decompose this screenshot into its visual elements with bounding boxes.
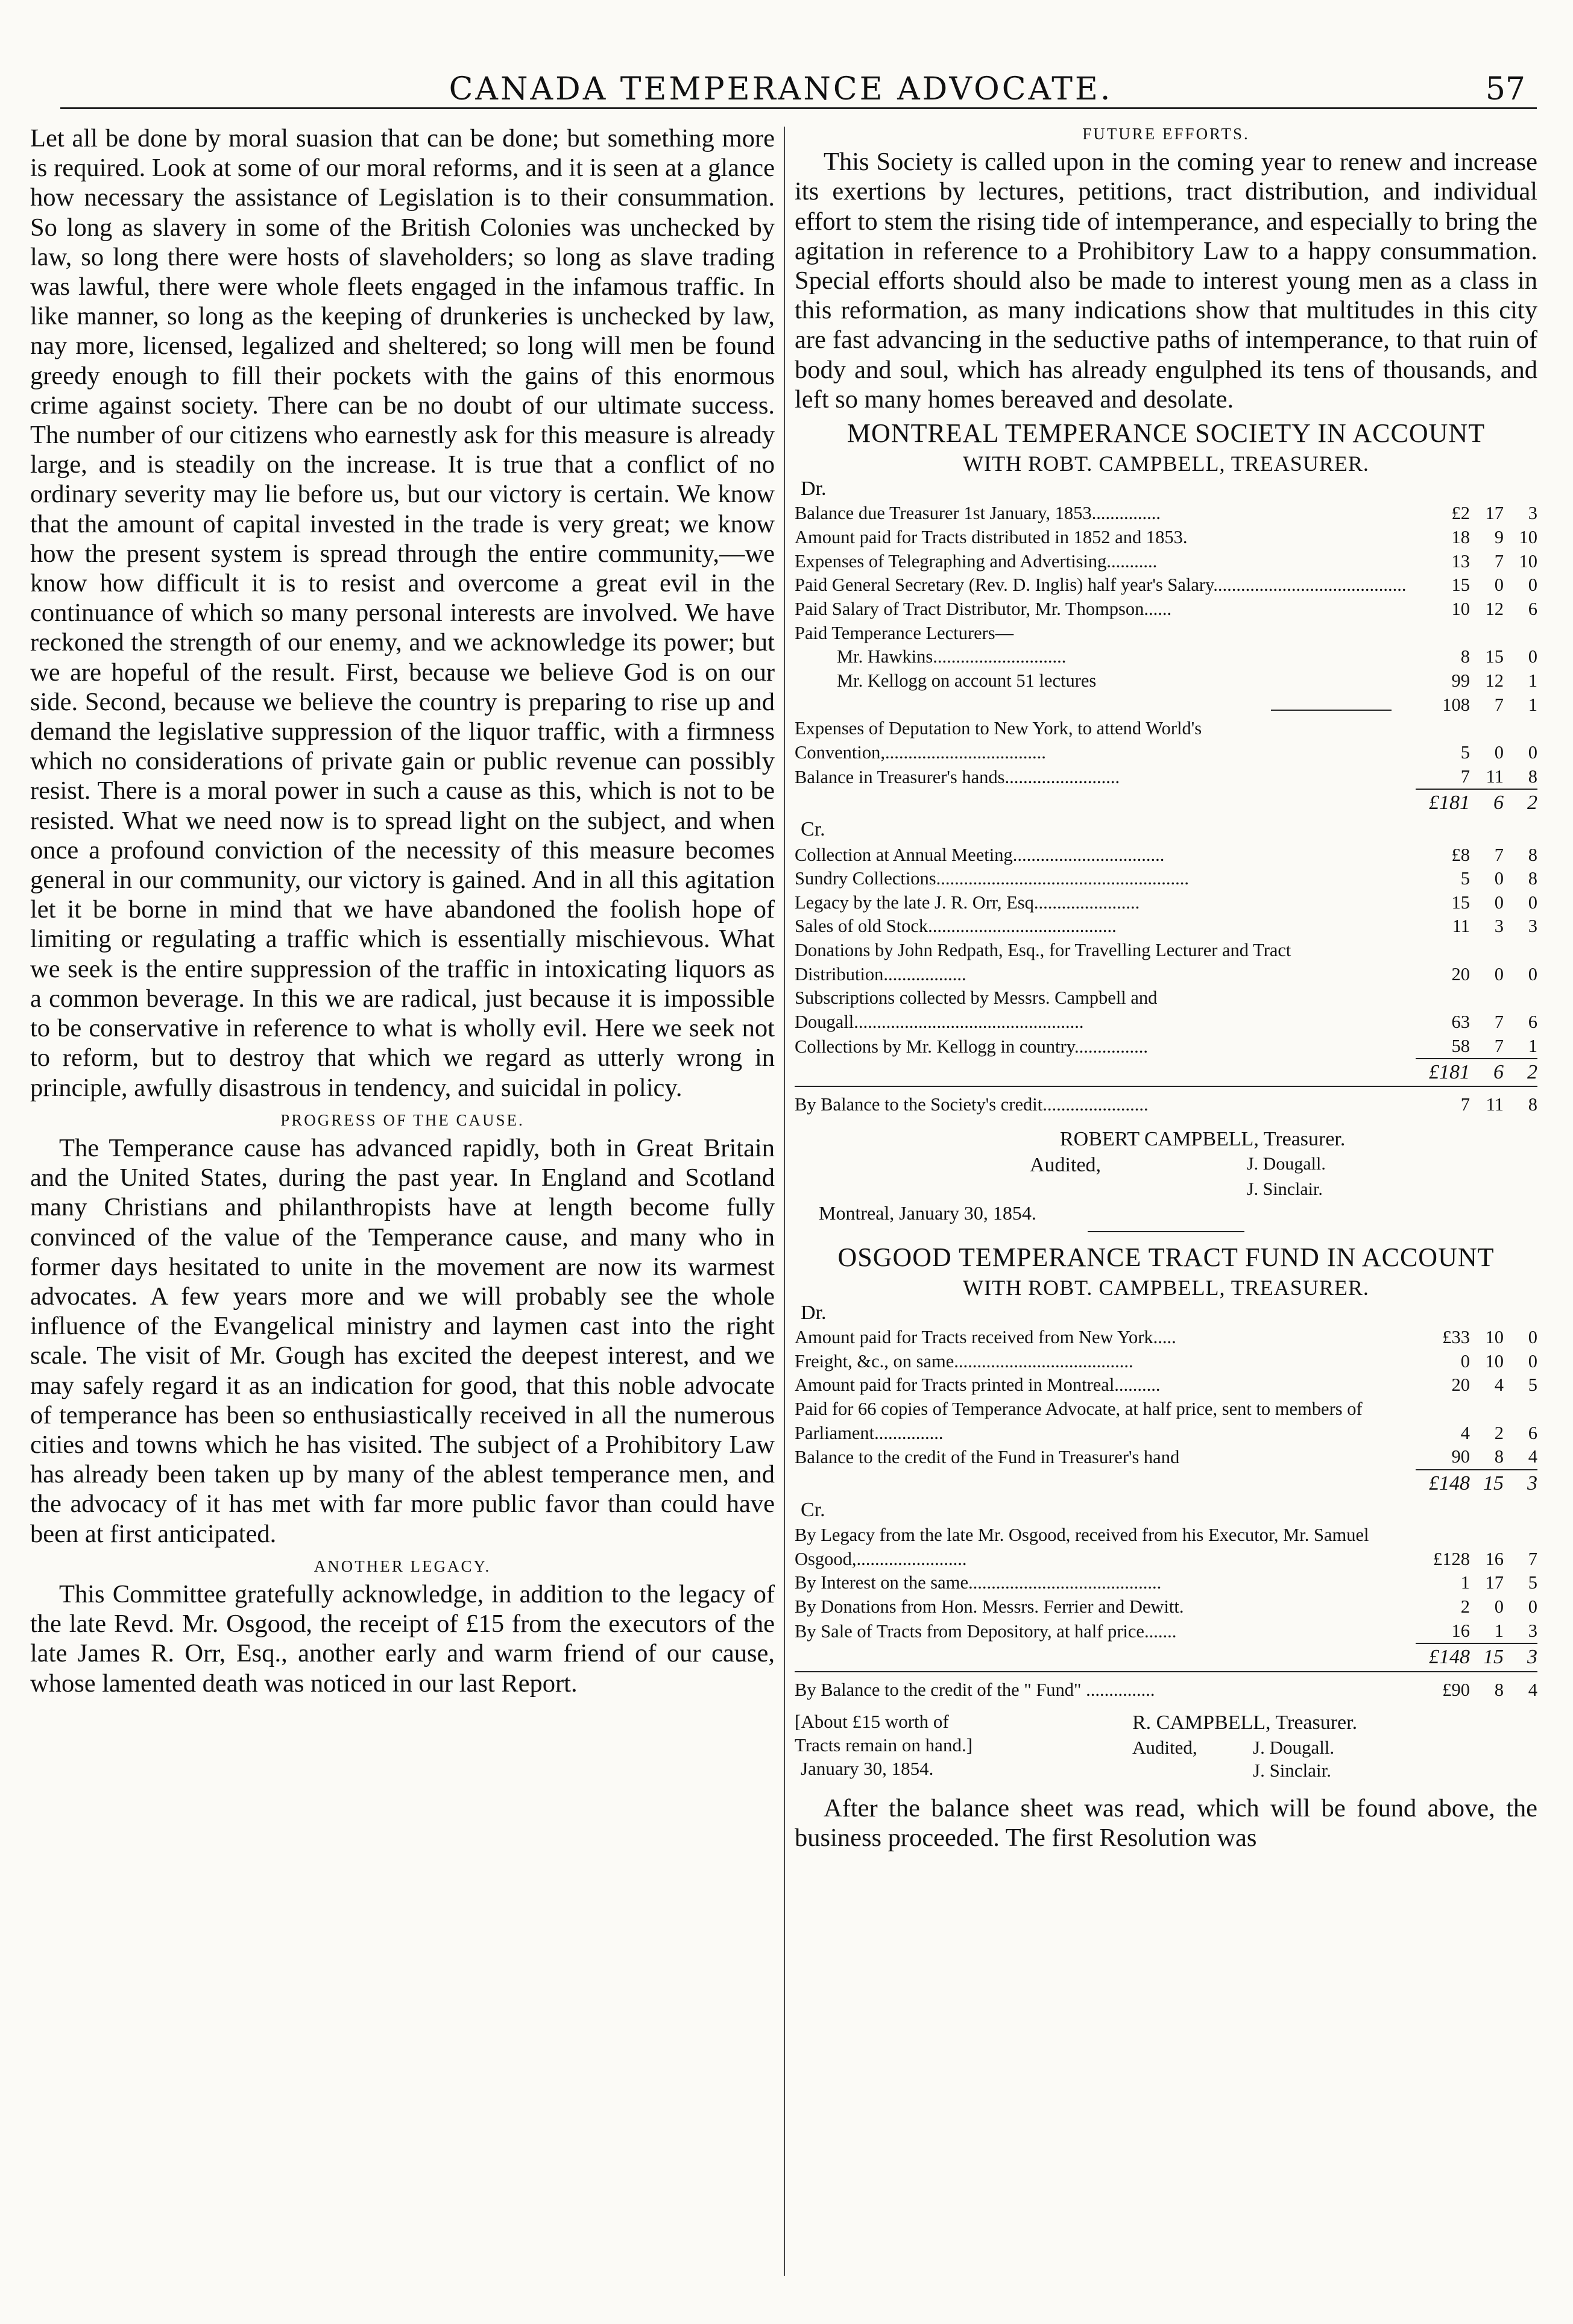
amount-pounds: 20 — [1451, 1375, 1470, 1396]
amount-shillings: 7 — [1494, 694, 1504, 715]
ledger-description: Donations by John Redpath, Esq., for Travelling Lecturer and Tract Distribution.................. — [795, 940, 1291, 984]
ledger-row — [795, 1034, 1537, 1059]
ledger-row — [795, 717, 1537, 764]
amount-shillings: 12 — [1485, 599, 1504, 620]
amount-pounds: 0 — [1460, 1350, 1470, 1371]
page-header — [36, 54, 1525, 109]
ledger-description: Subscriptions collected by Messrs. Campbell and Dougall.................................................. — [795, 987, 1158, 1032]
amount-shillings: 7 — [1494, 1035, 1504, 1056]
running-title: CANADA TEMPERANCE ADVOCATE. — [449, 71, 1113, 107]
left-column — [30, 124, 775, 2294]
account-date: Montreal, January 30, 1854. — [819, 1201, 1036, 1224]
ledger-row — [795, 669, 1537, 693]
amount-pence: 8 — [1528, 868, 1537, 889]
amount-pounds: £128 — [1433, 1548, 1470, 1569]
balance-description: By Balance to the credit of the " Fund" ............... — [795, 1672, 1416, 1702]
audited-label: Audited, — [1132, 1736, 1197, 1758]
amount-shillings: 6 — [1470, 1059, 1504, 1086]
amount-shillings: 15 — [1485, 646, 1504, 667]
account-date: January 30, 1854. — [801, 1757, 934, 1779]
ledger-row — [795, 1350, 1537, 1374]
amount-pence: 6 — [1528, 1012, 1537, 1032]
account-title-line1: MONTREAL TEMPERANCE SOCIETY IN ACCOUNT — [846, 418, 1486, 449]
balance-description: By Balance to the Society's credit....................... — [795, 1086, 1416, 1117]
amount-pounds: 18 — [1451, 527, 1470, 548]
body-paragraph-future-efforts: This Society is called upon in the coming year to renew and increase its exertions by lectures, petitions, tract distribution, and individual effort to stem the rising tide of intemperance, and especially to bring the agitation in reference to a Prohibitory Law to a happy consummation. Special efforts should also be made to interest young men as a class in this reformation, as many indications show that multitudes in this city are fast advancing in the seductive paths of intemperance, to that ruin of body and soul, which has already engulphed its tens of thousands, and left so many homes bereaved and desolate. — [795, 148, 1537, 414]
ledger-row — [795, 1445, 1537, 1470]
ledger-description: By Sale of Tracts from Depository, at half price....... — [795, 1620, 1177, 1642]
amount-pence: 0 — [1528, 742, 1537, 763]
amount-pounds: 108 — [1442, 694, 1470, 715]
ledger-row — [795, 597, 1537, 622]
amount-pence: 0 — [1528, 1350, 1537, 1371]
credit-total-row — [795, 1059, 1537, 1086]
balance-row — [795, 1672, 1537, 1702]
treasurer-signature-block — [795, 1127, 1537, 1225]
amount-pounds: £181 — [1416, 1059, 1470, 1086]
amount-pence: 6 — [1528, 599, 1537, 620]
amount-pence: 0 — [1528, 575, 1537, 596]
ledger-description: By Interest on the same.......................................... — [795, 1572, 1162, 1593]
amount-pounds: 7 — [1460, 766, 1470, 787]
amount-pence: 1 — [1528, 670, 1537, 691]
amount-pence: 0 — [1528, 1596, 1537, 1617]
ledger-row — [795, 843, 1537, 868]
amount-pounds: 2 — [1460, 1596, 1470, 1617]
amount-shillings: 0 — [1494, 892, 1504, 913]
amount-pence: 3 — [1528, 503, 1537, 524]
ledger-row — [795, 915, 1537, 939]
amount-pounds: 8 — [1460, 646, 1470, 667]
account-title-line2: WITH ROBT. CAMPBELL, TREASURER. — [963, 1275, 1369, 1300]
amount-shillings: 10 — [1485, 1326, 1504, 1347]
body-paragraph-progress: The Temperance cause has advanced rapidly, both in Great Britain and the United States, during the past year. In England and Scotland many Christians and philanthropists have at length become fully convinced of the value of the Temperance cause, and many who in former days hesitated to unite in the movement are now its warmest advocates. A few years more and we will probably see the whole influence of the Evangelical ministry and laymen cast into the right scale. The visit of Mr. Gough has excited the deepest interest, and we may safely regard it as an indication for good, that this noble advocate of temperance has been so enthusiastically received in all the numerous cities and towns which he has visited. The subject of a Prohibitory Law has already been taken up by many of the ablest temperance men, and the advocacy of it has met with far more public favor than could have been at first anticipated. — [30, 1133, 775, 1548]
ledger-description: Mr. Hawkins............................. — [837, 646, 1067, 667]
amount-pounds: 16 — [1451, 1620, 1470, 1641]
note-line: [About £15 worth of — [795, 1711, 949, 1733]
amount-shillings: 8 — [1494, 1446, 1504, 1467]
ledger-description: Paid for 66 copies of Temperance Advocate, at half price, sent to members of Parliament............... — [795, 1398, 1363, 1443]
amount-pounds: £181 — [1416, 789, 1470, 816]
ledger-description: Paid Salary of Tract Distributor, Mr. Thompson...... — [795, 599, 1172, 620]
body-paragraph-moral-suasion: Let all be done by moral suasion that can be done; but something more is required. Look at some of our moral reforms, and it is seen at a glance how necessary the assistance of Legislation is to their consummation. So long as slavery in some of the British Colonies was unchecked by law, so long there were hosts of slaveholders; so long as slave trading was lawful, there were whole fleets engaged in the infamous traffic. In like manner, so long as the keeping of drunkeries is unchecked by law, nay more, licensed, legalized and sheltered; so long will men be found greedy enough to fill their pockets with the gains of this enormous crime against society. There can be no doubt of our ultimate success. The number of our citizens who earnestly ask for this measure is already large, and is steadily on the increase. It is true that a conflict of no ordinary severity may lie before us, but our victory is certain. We know that the amount of capital invested in the trade is very great; we know how the present system is spread through the entire community,—we know how difficult it is to resist and overcome a great evil in the continuance of which so many personal interests are involved. We have reckoned the strength of our enemy, and we acknowledge its power; but we are hopeful of the result. First, because we believe God is on our side. Second, because we believe the country is preparing to rise up and demand the legislative suppression of the liquor traffic, with a firmness which no considerations of private gain or public revenue can possibly resist. There is a moral power in such a cause as this, which is not to be resisted. What we need now is to spread light on the subject, and when once a profound conviction of the necessity of this measure becomes general in our community, our victory is gained. And in all this agitation let it be borne in mind that we have abandoned the foolish hope of limiting or regulating a traffic which is essentially mischievous. What we seek is the entire suppression of the traffic in intoxicating liquors as a common beverage. In this we are radical, just because it is impossible to be conservative in reference to what is wholly evil. Here we seek not to reform, but to destroy that which we regard as utterly wrong in principle, awfully disastrous in tendency, and suicidal in policy. — [30, 124, 775, 1102]
amount-pounds: £8 — [1451, 844, 1470, 865]
right-column — [795, 124, 1537, 2294]
amount-shillings: 3 — [1494, 916, 1504, 937]
amount-pounds: 13 — [1451, 550, 1470, 572]
amount-pence: 4 — [1528, 1446, 1537, 1467]
ledger-description: Balance to the credit of the Fund in Treasurer's hand — [795, 1447, 1180, 1468]
amount-pounds: 11 — [1452, 916, 1470, 937]
amount-pence: 3 — [1528, 916, 1537, 937]
ledger-description: Balance due Treasurer 1st January, 1853............... — [795, 503, 1161, 524]
amount-shillings: 4 — [1494, 1375, 1504, 1396]
amount-pounds: 15 — [1451, 892, 1470, 913]
amount-shillings: 0 — [1494, 742, 1504, 763]
account-title-line2: WITH ROBT. CAMPBELL, TREASURER. — [963, 452, 1369, 476]
amount-shillings: 9 — [1494, 527, 1504, 548]
auditor-name: J. Dougall. — [1253, 1736, 1335, 1758]
page-number: 57 — [1485, 71, 1525, 107]
ledger-row — [795, 1523, 1537, 1571]
amount-pounds: 10 — [1451, 599, 1470, 620]
ledger-row — [795, 502, 1537, 526]
amount-pounds: 90 — [1451, 1446, 1470, 1467]
amount-pounds: 1 — [1460, 1572, 1470, 1593]
amount-shillings: 7 — [1494, 844, 1504, 865]
amount-pence: 8 — [1528, 844, 1537, 865]
account-osgood-tract-fund — [795, 1244, 1537, 1853]
ledger-row — [795, 765, 1537, 790]
amount-pounds: £148 — [1416, 1643, 1470, 1671]
amount-shillings: 7 — [1494, 550, 1504, 572]
amount-pence: 2 — [1504, 1059, 1537, 1086]
amount-pounds: £33 — [1442, 1326, 1470, 1347]
ledger-row — [795, 939, 1537, 986]
ledger-row — [795, 550, 1537, 574]
debit-total-row — [795, 789, 1537, 816]
account-montreal-temperance-society — [795, 420, 1537, 1232]
ledger-description: Collections by Mr. Kellogg in country................ — [795, 1036, 1148, 1057]
auditor-name: J. Sinclair. — [1247, 1179, 1323, 1200]
ledger-row — [795, 1326, 1537, 1350]
treasurer-signature-block — [795, 1710, 1537, 1783]
ledger-description: Amount paid for Tracts distributed in 1852 and 1853. — [795, 527, 1188, 548]
column-divider — [784, 127, 785, 2276]
ledger-description: Sales of old Stock......................................... — [795, 916, 1117, 937]
ledger-row — [795, 1373, 1537, 1397]
amount-shillings: 1 — [1494, 1620, 1504, 1641]
amount-pence: 4 — [1504, 1672, 1537, 1702]
ledger-row — [795, 1497, 1537, 1523]
amount-shillings: 7 — [1494, 1012, 1504, 1032]
credit-total-row — [795, 1643, 1537, 1671]
ledger-description: Amount paid for Tracts received from New York..... — [795, 1326, 1176, 1347]
amount-pence: 3 — [1504, 1643, 1537, 1671]
account-ledger-osgood — [795, 1326, 1537, 1702]
ledger-description: By Legacy from the late Mr. Osgood, received from his Executor, Mr. Samuel Osgood,........................ — [795, 1525, 1369, 1569]
ledger-row — [795, 1595, 1537, 1619]
body-paragraph-after-balance: After the balance sheet was read, which will be found above, the business proceeded. The first Resolution was — [795, 1794, 1537, 1853]
amount-shillings: 17 — [1485, 503, 1504, 524]
ledger-description: Expenses of Deputation to New York, to attend World's Convention,................................... — [795, 718, 1202, 763]
ledger-description: Collection at Annual Meeting................................. — [795, 844, 1165, 865]
amount-shillings: 12 — [1485, 670, 1504, 691]
ledger-row — [795, 645, 1537, 669]
account-title-line1: OSGOOD TEMPERANCE TRACT FUND IN ACCOUNT — [837, 1242, 1495, 1272]
credit-label: Cr. — [801, 818, 825, 841]
amount-shillings: 8 — [1470, 1672, 1504, 1702]
amount-pounds: 58 — [1451, 1035, 1470, 1056]
section-rule — [1088, 1231, 1244, 1232]
amount-shillings: 0 — [1494, 963, 1504, 984]
amount-pounds: 99 — [1451, 670, 1470, 691]
ledger-row — [795, 1571, 1537, 1595]
amount-pence: 3 — [1528, 1620, 1537, 1641]
lecturers-subtotal-row — [795, 693, 1537, 717]
amount-pence: 10 — [1519, 527, 1537, 548]
ledger-description: Balance in Treasurer's hands......................... — [795, 766, 1120, 787]
amount-pence: 0 — [1528, 892, 1537, 913]
amount-pence: 7 — [1528, 1548, 1537, 1569]
amount-pence: 0 — [1528, 646, 1537, 667]
account-ledger-montreal — [795, 502, 1537, 1117]
debit-total-row — [795, 1470, 1537, 1497]
ledger-row — [795, 573, 1537, 597]
ledger-description: Mr. Kellogg on account 51 lectures — [837, 670, 1097, 691]
amount-shillings: 0 — [1494, 575, 1504, 596]
ledger-row — [795, 622, 1537, 646]
amount-pence: 1 — [1528, 694, 1537, 715]
amount-shillings: 16 — [1485, 1548, 1504, 1569]
note-line: Tracts remain on hand.] — [795, 1734, 973, 1756]
ledger-description: Amount paid for Tracts printed in Montreal.......... — [795, 1375, 1161, 1396]
amount-pence: 1 — [1528, 1035, 1537, 1056]
amount-pence: 0 — [1528, 1326, 1537, 1347]
amount-pounds: 20 — [1451, 963, 1470, 984]
heading-future-efforts: FUTURE EFFORTS. — [1082, 125, 1250, 143]
amount-shillings: 11 — [1486, 766, 1504, 787]
amount-shillings: 11 — [1470, 1086, 1504, 1117]
amount-pounds: 4 — [1460, 1422, 1470, 1443]
amount-pence: 3 — [1504, 1470, 1537, 1497]
audited-label: Audited, — [1030, 1153, 1102, 1176]
amount-shillings: 6 — [1470, 789, 1504, 816]
amount-pence: 8 — [1504, 1086, 1537, 1117]
ledger-description: By Donations from Hon. Messrs. Ferrier and Dewitt. — [795, 1596, 1184, 1617]
auditor-name: J. Dougall. — [1247, 1153, 1326, 1174]
treasurer-name: ROBERT CAMPBELL, Treasurer. — [1060, 1128, 1346, 1151]
amount-shillings: 0 — [1494, 1596, 1504, 1617]
ledger-row — [795, 526, 1537, 550]
ledger-row — [795, 816, 1537, 843]
amount-shillings: 15 — [1470, 1470, 1504, 1497]
amount-pounds: 5 — [1460, 742, 1470, 763]
auditor-name: J. Sinclair. — [1253, 1760, 1332, 1781]
header-rule — [60, 107, 1537, 109]
ledger-row — [795, 986, 1537, 1034]
ledger-description: Paid General Secretary (Rev. D. Inglis) half year's Salary.......................................... — [795, 575, 1407, 596]
heading-progress-of-the-cause: PROGRESS OF THE CAUSE. — [280, 1110, 525, 1129]
amount-shillings: 0 — [1494, 868, 1504, 889]
credit-label: Cr. — [801, 1499, 825, 1521]
debit-label: Dr. — [801, 1301, 827, 1324]
lecturers-label: Paid Temperance Lecturers— — [795, 622, 1014, 643]
amount-pence: 10 — [1519, 550, 1537, 572]
ledger-description: Legacy by the late J. R. Orr, Esq....................... — [795, 892, 1140, 913]
amount-pence: 0 — [1528, 963, 1537, 984]
heading-another-legacy: ANOTHER LEGACY. — [314, 1557, 491, 1575]
ledger-row — [795, 891, 1537, 915]
amount-pounds: 7 — [1416, 1086, 1470, 1117]
amount-pounds: £2 — [1451, 503, 1470, 524]
amount-shillings: 15 — [1470, 1643, 1504, 1671]
ledger-row — [795, 867, 1537, 891]
ledger-row — [795, 1397, 1537, 1445]
amount-pence: 6 — [1528, 1422, 1537, 1443]
amount-pence: 5 — [1528, 1375, 1537, 1396]
amount-pounds: £90 — [1416, 1672, 1470, 1702]
ledger-description: Sundry Collections....................................................... — [795, 868, 1190, 889]
body-paragraph-legacy: This Committee gratefully acknowledge, in addition to the legacy of the late Revd. Mr. Osgood, the receipt of £15 from the executors of the late James R. Orr, Esq., another early and warm friend of our cause, whose lamented death was noticed in our last Report. — [30, 1580, 775, 1698]
debit-label: Dr. — [801, 477, 827, 500]
ledger-row — [795, 1619, 1537, 1644]
amount-pence: 8 — [1528, 766, 1537, 787]
ledger-description: Freight, &c., on same....................................... — [795, 1350, 1133, 1371]
amount-shillings: 17 — [1485, 1572, 1504, 1593]
amount-pounds: 15 — [1451, 575, 1470, 596]
amount-shillings: 2 — [1494, 1422, 1504, 1443]
balance-row — [795, 1086, 1537, 1117]
amount-pounds: 63 — [1451, 1012, 1470, 1032]
ledger-description: Expenses of Telegraphing and Advertising........... — [795, 550, 1158, 572]
amount-pounds: 5 — [1460, 868, 1470, 889]
amount-pence: 5 — [1528, 1572, 1537, 1593]
treasurer-name: R. CAMPBELL, Treasurer. — [1132, 1712, 1358, 1734]
amount-pounds: £148 — [1416, 1470, 1470, 1497]
amount-pence: 2 — [1504, 789, 1537, 816]
amount-shillings: 10 — [1485, 1350, 1504, 1371]
